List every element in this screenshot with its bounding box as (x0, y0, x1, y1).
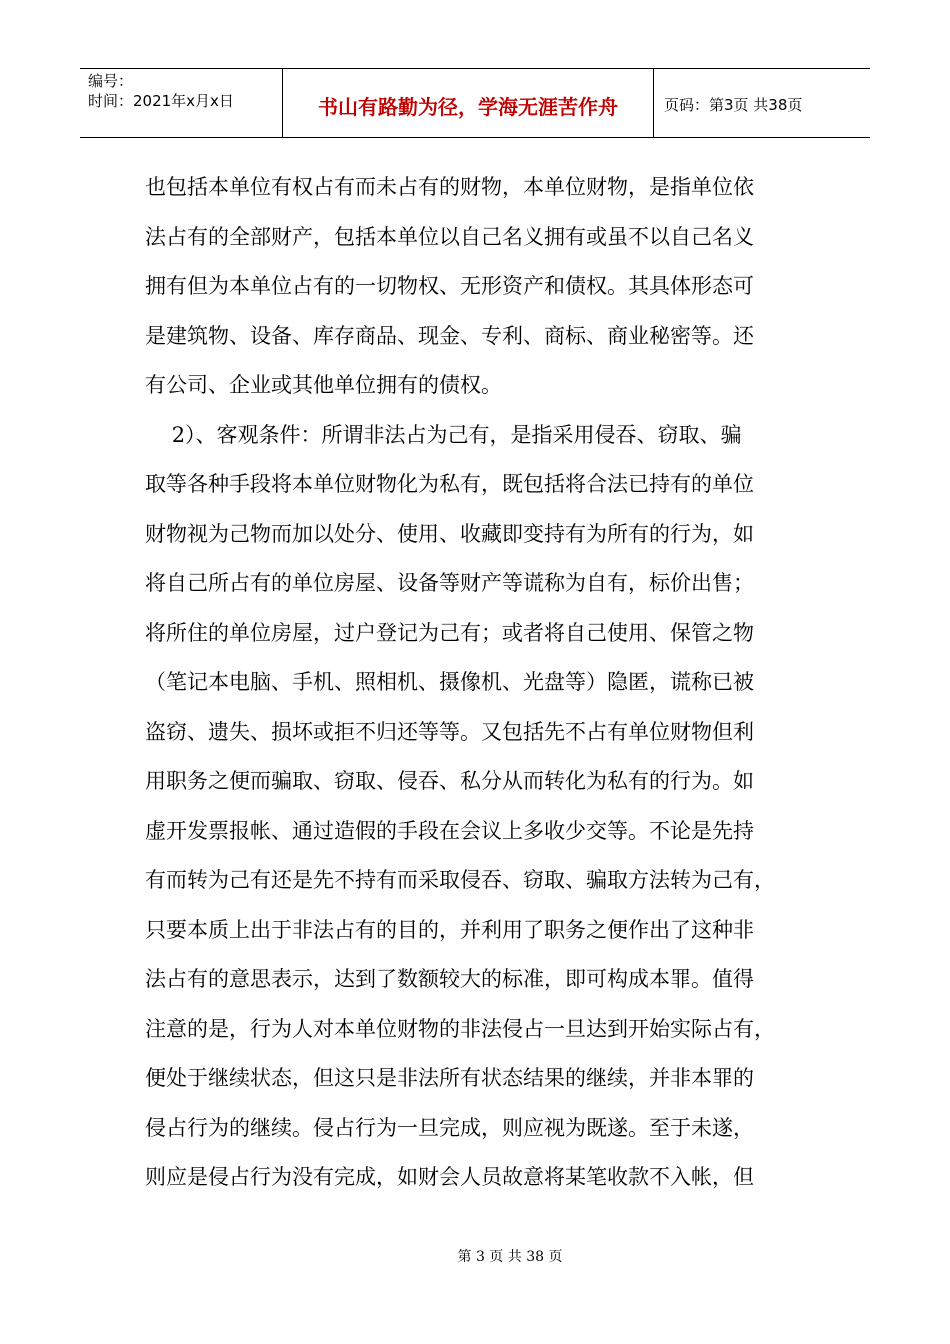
header-motto: 书山有路勤为径，学海无涯苦作舟 (283, 69, 654, 137)
text-line: 财物视为己物而加以处分、使用、收藏即变持有为所有的行为，如 (145, 521, 754, 546)
header-page-info: 页码：第3页 共38页 (664, 95, 803, 114)
date-label: 时间：2021年x月x日 (88, 92, 234, 110)
text-line: 拥有但为本单位占有的一切物权、无形资产和债权。其具体形态可 (145, 274, 754, 298)
text-line: 只要本质上出于非法占有的目的，并利用了职务之便作出了这种非 (145, 917, 754, 942)
text-line: 2）、客观条件：所谓非法占为己有，是指采用侵吞、窃取、骗 (145, 422, 742, 447)
text-line: 用职务之便而骗取、窃取、侵吞、私分从而转化为私有的行为。如 (145, 769, 754, 793)
text-line: 注意的是，行为人对本单位财物的非法侵占一旦达到开始实际占有， (145, 1016, 775, 1041)
paragraph (145, 163, 815, 411)
text-line: 将自己所占有的单位房屋、设备等财产等谎称为自有，标价出售； (145, 571, 754, 595)
text-line: 便处于继续状态，但这只是非法所有状态结果的继续，并非本罪的 (145, 1066, 754, 1090)
page-header (80, 68, 870, 138)
page-footer: 第 3 页 共 38 页 (457, 1249, 563, 1265)
paragraph (145, 411, 815, 1203)
text-line: 将所住的单位房屋，过户登记为己有；或者将自己使用、保管之物 (145, 620, 754, 645)
text-line: 虚开发票报帐、通过造假的手段在会议上多收少交等。不论是先持 (145, 818, 754, 843)
text-line: 取等各种手段将本单位财物化为私有，既包括将合法已持有的单位 (145, 472, 754, 496)
text-line: 也包括本单位有权占有而未占有的财物，本单位财物，是指单位依 (145, 175, 754, 199)
text-line: 盗窃、遗失、损坏或拒不归还等等。又包括先不占有单位财物但利 (145, 719, 754, 744)
document-body (145, 163, 815, 1203)
text-line: （笔记本电脑、手机、照相机、摄像机、光盘等）隐匿，谎称已被 (145, 670, 754, 694)
number-label: 编号： (88, 72, 134, 90)
header-meta (80, 69, 283, 137)
text-line: 法占有的意思表示，达到了数额较大的标准，即可构成本罪。值得 (145, 967, 754, 991)
text-line: 侵占行为的继续。侵占行为一旦完成，则应视为既遂。至于未遂， (145, 1115, 754, 1140)
text-line: 法占有的全部财产，包括本单位以自己名义拥有或虽不以自己名义 (145, 224, 754, 249)
text-line: 是建筑物、设备、库存商品、现金、专利、商标、商业秘密等。还 (145, 323, 754, 348)
text-line: 则应是侵占行为没有完成，如财会人员故意将某笔收款不入帐，但 (145, 1165, 754, 1189)
text-line: 有公司、企业或其他单位拥有的债权。 (145, 373, 502, 397)
text-line: 有而转为己有还是先不持有而采取侵吞、窃取、骗取方法转为己有， (145, 868, 775, 892)
